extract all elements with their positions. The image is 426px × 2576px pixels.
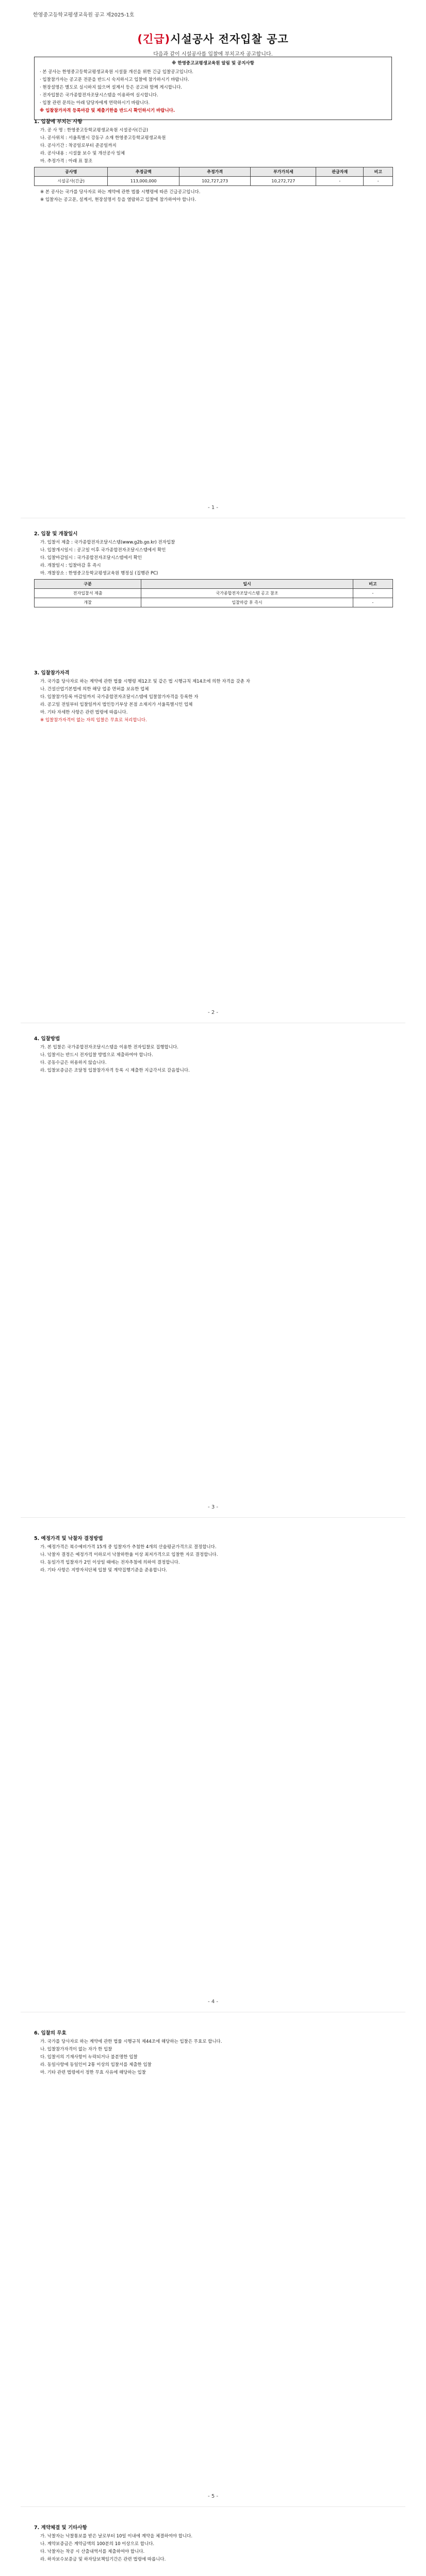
title-block (0, 31, 426, 57)
section-line: 다. 입찰마감일시 : 국가종합전자조달시스템에서 확인 (40, 555, 142, 561)
section-4 (34, 1036, 393, 1075)
section-3 (34, 670, 393, 725)
section-line: 가. 국가를 당사자로 하는 계약에 관한 법률 시행령 제12조 및 같은 법 시행규칙 제14조에 의한 자격을 갖춘 자 (40, 679, 250, 684)
section-line: 나. 입찰참가자격이 없는 자가 한 입찰 (40, 2047, 112, 2052)
section-5 (34, 1535, 393, 1575)
notice-line: · 전자입찰은 국가종합전자조달시스템을 이용하여 실시합니다. (40, 93, 158, 98)
section-line: 마. 개찰장소 : 한영중고등학교평생교육원 행정실 (집행관 PC) (40, 571, 158, 576)
title-rest: 시설공사 전자입찰 공고 (170, 33, 289, 45)
section-7 (34, 2524, 393, 2564)
table-cell: 10,272,727 (251, 177, 316, 186)
page-number: - 5 - (208, 2494, 218, 2499)
section-title: 7. 계약체결 및 기타사항 (34, 2525, 87, 2531)
table-header: 관급자재 (316, 167, 364, 177)
page-divider (21, 2506, 405, 2507)
section-line: 마. 추정가격 : 아래 표 참조 (40, 159, 93, 164)
table-cell: 102,727,273 (179, 177, 250, 186)
notice-box (34, 57, 392, 120)
page-divider (21, 1517, 405, 1518)
table-cell: - (353, 589, 392, 598)
section-line: 마. 기타 자세한 사항은 관련 법령에 따릅니다. (40, 710, 128, 715)
section-6 (34, 2030, 393, 2077)
page-number: - 3 - (208, 1504, 218, 1510)
section-line: 나. 공사위치 : 서울특별시 강동구 소재 한영중고등학교평생교육원 (40, 135, 166, 141)
section-line: 가. 예정가격은 복수예비가격 15개 중 입찰자가 추첨한 4개의 산술평균가격으로 결정합니다. (40, 1545, 217, 1550)
table-header: 일시 (141, 580, 353, 589)
notice-heading: ※ 한영중고교평생교육원 알림 및 공지사항 (172, 61, 254, 66)
page-number: - 1 - (208, 505, 218, 511)
section-line: 나. 낙찰자 결정은 예정가격 이하로서 낙찰하한율 이상 최저가격으로 입찰한 자로 결정합니다. (40, 1552, 218, 1557)
page-number: - 4 - (208, 1999, 218, 2005)
table-row (35, 598, 393, 607)
section-line: 가. 본 입찰은 국가종합전자조달시스템을 이용한 전자입찰로 집행합니다. (40, 1045, 178, 1050)
table-header: 공사명 (35, 167, 108, 177)
page-subtitle: 다음과 같이 시설공사를 입찰에 부치고자 공고합니다. (153, 52, 273, 57)
section-line: 나. 건설산업기본법에 의한 해당 업종 면허를 보유한 업체 (40, 687, 149, 692)
notice-line: · 입찰참가자는 공고문 전문을 반드시 숙지하시고 입찰에 참가하시기 바랍니다. (40, 77, 189, 82)
section-title: 4. 입찰방법 (34, 1036, 60, 1042)
table-row (35, 177, 393, 186)
notice-warning: ※ 입찰참가자격 등록마감 및 제출기한을 반드시 확인하시기 바랍니다. (40, 108, 175, 113)
section-line: 가. 공 사 명 : 한영중고등학교평생교육원 시설공사(긴급) (40, 128, 149, 133)
section-line: 나. 입찰서는 반드시 전자입찰 방법으로 제출하여야 합니다. (40, 1053, 153, 1058)
section-line: 라. 공고일 전일부터 입찰일까지 법인등기부상 본점 소재지가 서울특별시인 업체 (40, 702, 193, 707)
table-cell: - (316, 177, 364, 186)
notice-line: · 입찰 관련 문의는 아래 담당자에게 연락하시기 바랍니다. (40, 100, 150, 106)
title-urgent: (긴급) (137, 33, 171, 45)
section-line: 라. 하자보수보증금 및 하자담보책임기간은 관련 법령에 따릅니다. (40, 2557, 166, 2562)
table-row (35, 589, 393, 598)
section-title: 2. 입찰 및 개찰일시 (34, 531, 78, 537)
section-line: 라. 동일사항에 동일인이 2통 이상의 입찰서를 제출한 입찰 (40, 2062, 152, 2067)
estimate-table (34, 167, 393, 186)
table-cell: 입찰마감 후 즉시 (141, 598, 353, 607)
table-cell: - (364, 177, 393, 186)
section-line: 가. 국가를 당사자로 하는 계약에 관한 법률 시행규칙 제44조에 해당하는 입찰은 무효로 합니다. (40, 2039, 222, 2044)
table-cell: 시설공사(긴급) (35, 177, 108, 186)
section-title: 5. 예정가격 및 낙찰자 결정방법 (34, 1536, 103, 1541)
section-title: 6. 입찰의 무효 (34, 2030, 67, 2036)
table-header: 부가가치세 (251, 167, 316, 177)
section-line: 다. 공동수급은 허용하지 않습니다. (40, 1060, 107, 1065)
section-note: ※ 본 공사는 국가를 당사자로 하는 계약에 관한 법률 시행령에 따른 긴급공고입니다. (40, 190, 201, 195)
table-cell: - (353, 598, 392, 607)
section-line: 가. 낙찰자는 낙찰통보를 받은 날로부터 10일 이내에 계약을 체결하여야 합니다. (40, 2534, 193, 2539)
table-header: 추정가격 (179, 167, 250, 177)
section-line: 다. 입찰서의 기재사항이 누락되거나 불분명한 입찰 (40, 2055, 138, 2060)
section-line: 나. 입찰개시일시 : 공고일 이후 국가종합전자조달시스템에서 확인 (40, 548, 166, 553)
section-line: 다. 공사기간 : 착공일로부터 준공일까지 (40, 143, 117, 148)
section-line: 라. 기타 사항은 지방자치단체 입찰 및 계약집행기준을 준용합니다. (40, 1568, 168, 1573)
section-2 (34, 531, 393, 611)
table-header: 구분 (35, 580, 141, 589)
schedule-table (34, 579, 393, 607)
notice-line: · 본 공사는 한영중고등학교평생교육원 시설물 개선을 위한 긴급 입찰공고입니다. (40, 70, 193, 75)
section-line: 라. 입찰보증금은 조달청 입찰참가자격 등록 시 제출한 지급각서로 갈음합니다. (40, 1068, 190, 1073)
section-line: 라. 공사내용 : 시설물 보수 및 개선공사 일체 (40, 151, 125, 156)
section-line: 다. 동일가격 입찰자가 2인 이상일 때에는 전자추첨에 의하여 결정합니다. (40, 1560, 180, 1565)
table-header: 비고 (364, 167, 393, 177)
section-line: 마. 기타 관련 법령에서 정한 무효 사유에 해당하는 입찰 (40, 2070, 146, 2075)
table-cell: 전자입찰서 제출 (35, 589, 141, 598)
table-cell: 113,000,000 (108, 177, 179, 186)
section-title: 3. 입찰참가자격 (34, 670, 70, 676)
section-line: 나. 계약보증금은 계약금액의 100분의 10 이상으로 합니다. (40, 2541, 155, 2547)
section-1 (34, 118, 393, 205)
section-line: 라. 개찰일시 : 입찰마감 후 즉시 (40, 563, 101, 568)
section-line: 가. 입찰서 제출 : 국가종합전자조달시스템(www.g2b.go.kr) 전자입찰 (40, 540, 175, 545)
section-title: 1. 입찰에 부치는 사항 (34, 119, 83, 125)
table-header: 비고 (353, 580, 392, 589)
section-line: 다. 낙찰자는 착공 시 산출내역서를 제출하여야 합니다. (40, 2549, 145, 2554)
page-number: - 2 - (208, 1010, 218, 1015)
section-note: ※ 입찰자는 공고문, 설계서, 현장설명서 등을 열람하고 입찰에 참가하여야 합니다. (40, 197, 196, 202)
table-cell: 국가종합전자조달시스템 공고 참조 (141, 589, 353, 598)
section-line: 다. 입찰참가등록 마감일까지 국가종합전자조달시스템에 입찰참가자격을 등록한 자 (40, 694, 199, 700)
table-cell: 개찰 (35, 598, 141, 607)
table-header: 추정금액 (108, 167, 179, 177)
document-header: 한영중고등학교평생교육원 공고 제2025-1호 (33, 12, 135, 18)
page-title (0, 31, 426, 46)
section-warning: ※ 입찰참가자격이 없는 자의 입찰은 무효로 처리합니다. (40, 718, 147, 723)
notice-line: · 현장설명은 별도로 실시하지 않으며 설계서 등은 공고와 함께 게시합니다. (40, 85, 183, 90)
